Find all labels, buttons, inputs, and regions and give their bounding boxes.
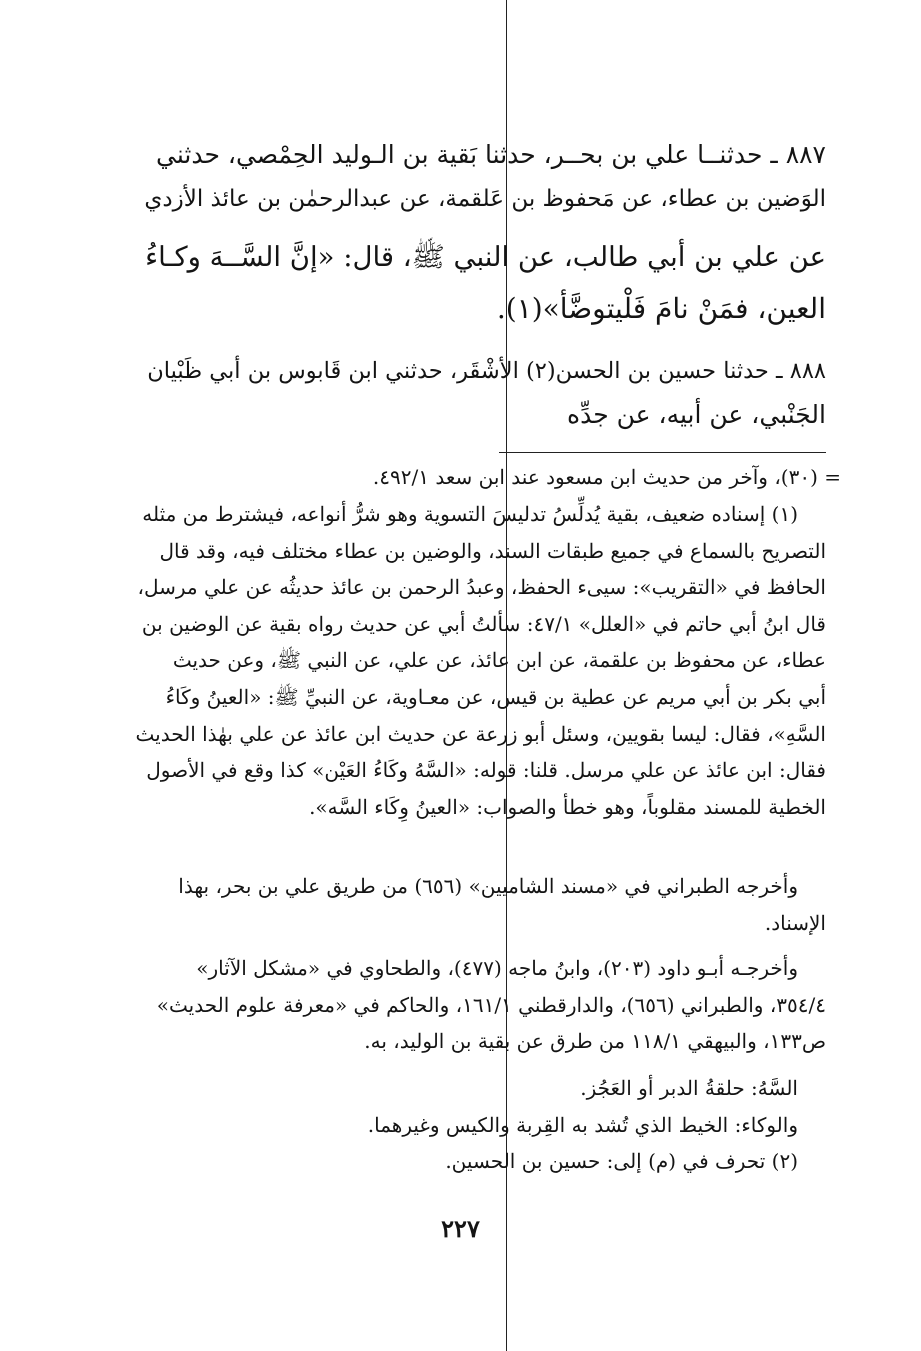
hadith-888-isnad — [136, 349, 826, 437]
takhrij-2-line-1: وأخرجـه أبـو داود (٢٠٣)، وابنُ ماجه (٤٧٧)، والطحاوي في «مشكل الآثار» — [196, 956, 798, 980]
footnotes — [136, 459, 841, 496]
footnote-1-line-5: عطاء، عن محفوظ بن علقمة، عن ابن عائذ، عن علي، عن النبي ﷺ، وعن حديث — [172, 648, 826, 673]
footnote-takhrij-2 — [136, 950, 826, 1060]
footnote-1-line-7: السَّهِ»، فقال: ليسا بقويين، وسئل أبو زرعة عن حديث ابن عائذ عن علي بهٰذا الحديث — [136, 721, 826, 746]
footnote-glosses — [136, 1070, 826, 1180]
footnote-1-line-9: الخطية للمسند مقلوباً، وهو خطأ والصواب: «العينُ وِكَاء السَّه». — [309, 794, 826, 819]
hadith-887-matn — [136, 231, 826, 335]
footnote-carryover: = (٣٠)، وآخر من حديث ابن مسعود عند ابن سعد ٤٩٢/١. — [372, 465, 841, 489]
takhrij-1-line-1: وأخرجه الطبراني في «مسند الشاميين» (٦٥٦) من طريق علي بن بحر، بهذا — [178, 874, 798, 898]
hadith-887-matn-line-2: العين، فمَنْ نامَ فَلْيتوضَّأ»(١). — [496, 292, 826, 325]
footnote-2: (٢) تحرف في (م) إلى: حسين بن الحسين. — [445, 1149, 798, 1174]
hadith-888-line-2: الجَنْبي، عن أبيه، عن جدِّه — [567, 400, 826, 429]
hadith-887-matn-line-1: عن علي بن أبي طالب، عن النبي ﷺ، قال: «إنَّ السَّــهَ وكـاءُ — [145, 241, 826, 273]
page-number: ٢٢٧ — [441, 1214, 480, 1243]
takhrij-1-line-2: الإسناد. — [764, 910, 826, 935]
hadith-887-line-1: ٨٨٧ ـ حدثنــا علي بن بحــر، حدثنا بَقية بن الـوليد الحِمْصي، حدثني — [156, 140, 826, 169]
gloss-wika: والوكاء: الخيط الذي تُشد به القِربة والكيس وغيرهما. — [367, 1112, 798, 1137]
footnote-takhrij-1 — [136, 868, 826, 941]
hadith-887-isnad — [136, 133, 826, 221]
footnote-1-line-3: الحافظ في «التقريب»: سيىء الحفظ، وعبدُ الرحمن بن عائذ حديثُه عن علي مرسل، — [137, 575, 826, 600]
footnote-1-line-2: التصريح بالسماع في جميع طبقات السند، والوضين بن عطاء مختلف فيه، وقد قال — [159, 538, 826, 563]
footnote-1-line-8: فقال: ابن عائذ عن علي مرسل. قلنا: قوله: «السَّهُ وكَاءُ العَيْن» كذا وقع في الأصول — [146, 758, 826, 783]
gloss-sah: السَّهُ: حلقةُ الدبر أو العَجُز. — [580, 1076, 798, 1100]
takhrij-2-line-2: ٣٥٤/٤، والطبراني (٦٥٦)، والدارقطني ١٦١/١، والحاكم في «معرفة علوم الحديث» — [156, 992, 826, 1017]
hadith-887-line-2: الوَضين بن عطاء، عن مَحفوظ بن عَلقمة، عن عبدالرحمٰن بن عائذ الأزدي — [144, 186, 826, 212]
footnote-separator — [499, 452, 826, 453]
footnote-1-line-6: أبي بكر بن أبي مريم عن عطية بن قيس، عن معـاوية، عن النبيِّ ﷺ: «العينُ وكَاءُ — [165, 684, 826, 709]
footnote-1-line-4: قال ابنُ أبي حاتم في «العلل» ٤٧/١: سألتُ أبي عن حديث رواه بقية عن الوضين بن — [141, 611, 826, 636]
footnote-1 — [136, 496, 826, 825]
footnote-1-line-1: (١) إسناده ضعيف، بقية يُدلِّسُ تدليسَ التسوية وهو شرُّ أنواعه، فيشترط من مثله — [142, 502, 798, 526]
takhrij-2-line-3: ص١٣٣، والبيهقي ١١٨/١ من طرق عن بقية بن الوليد، به. — [364, 1029, 826, 1054]
hadith-888-line-1: ٨٨٨ ـ حدثنا حسين بن الحسن(٢) الأشْقَر، حدثني ابن قَابوس بن أبي ظَبْيان — [147, 358, 826, 384]
